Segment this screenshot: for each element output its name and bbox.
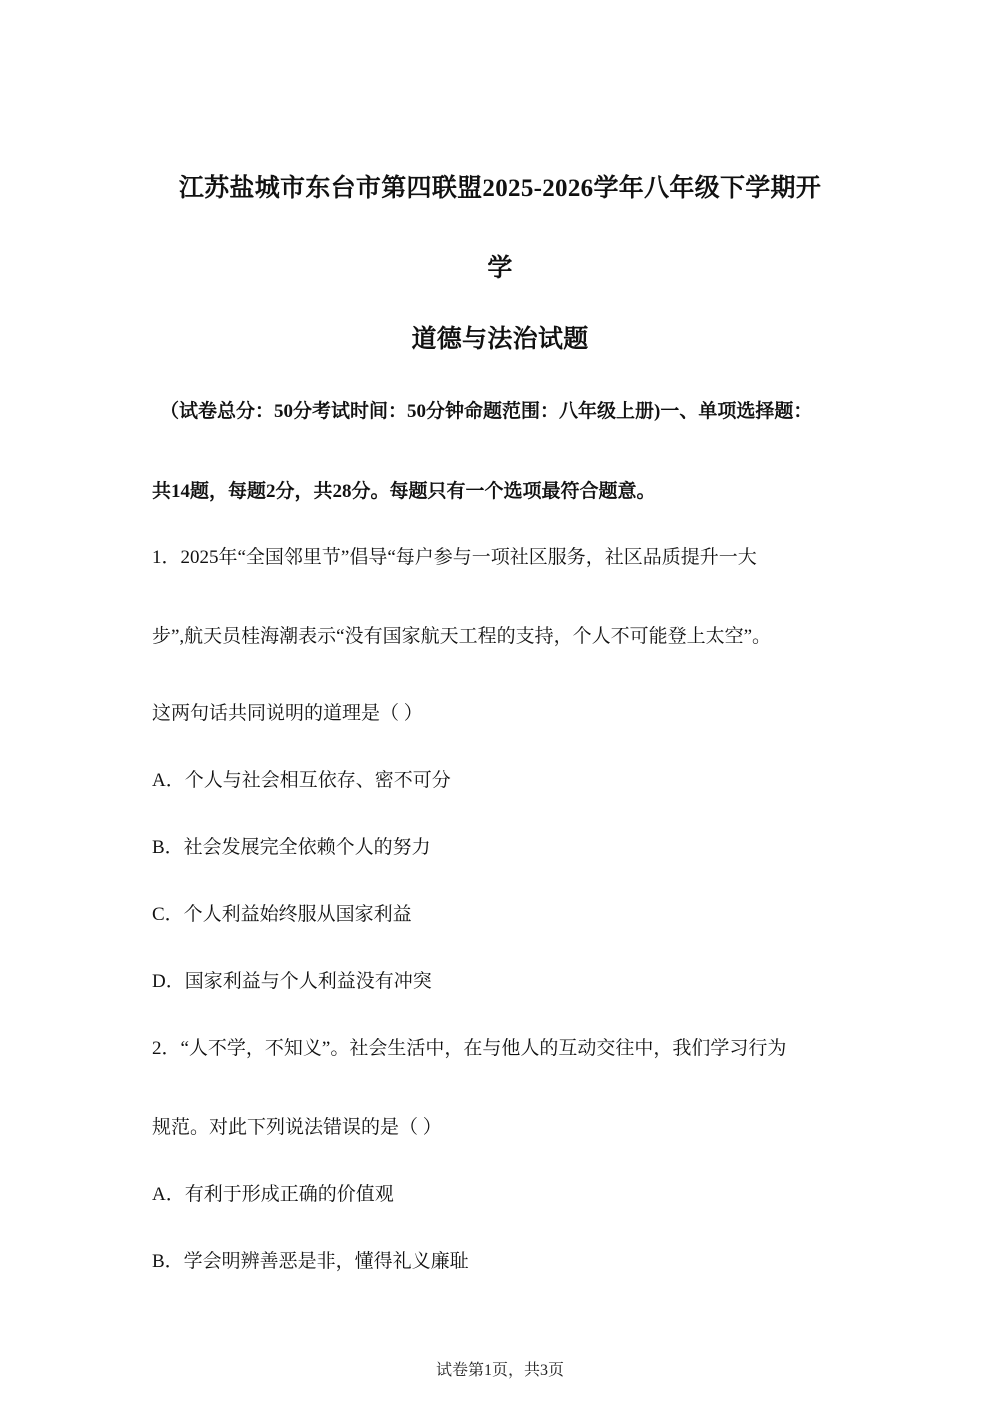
- question-1-option-b: B．社会发展完全依赖个人的努力: [152, 837, 431, 858]
- question-1-stem-line-3: 这两句话共同说明的道理是（ ）: [152, 703, 423, 724]
- question-1-option-a: A．个人与社会相互依存、密不可分: [152, 770, 451, 791]
- question-2-stem-line-1: 2．“人不学，不知义”。社会生活中，在与他人的互动交往中，我们学习行为: [152, 1038, 787, 1059]
- exam-title-line-2: 学: [487, 255, 513, 282]
- exam-subject-title: 道德与法治试题: [411, 326, 589, 353]
- question-2-option-b: B．学会明辨善恶是非，懂得礼义廉耻: [152, 1251, 469, 1272]
- question-1-option-d: D．国家利益与个人利益没有冲突: [152, 971, 432, 992]
- question-1-option-c: C．个人利益始终服从国家利益: [152, 904, 412, 925]
- page-footer: 试卷第1页，共3页: [435, 1362, 564, 1379]
- question-2-option-a: A．有利于形成正确的价值观: [152, 1184, 394, 1205]
- question-1-stem-line-1: 1．2025年“全国邻里节”倡导“每户参与一项社区服务，社区品质提升一大: [152, 547, 757, 568]
- exam-title-line-1: 江苏盐城市东台市第四联盟2025-2026学年八年级下学期开: [178, 175, 822, 202]
- question-1-stem-line-2: 步”,航天员桂海潮表示“没有国家航天工程的支持，个人不可能登上太空”。: [152, 626, 772, 647]
- question-2-stem-line-2: 规范。对此下列说法错误的是（ ）: [152, 1117, 442, 1138]
- instructions-line-1: （试卷总分：50分考试时间：50分钟命题范围：八年级上册)一、单项选择题：: [160, 401, 813, 422]
- instructions-line-2: 共14题，每题2分，共28分。每题只有一个选项最符合题意。: [152, 481, 656, 502]
